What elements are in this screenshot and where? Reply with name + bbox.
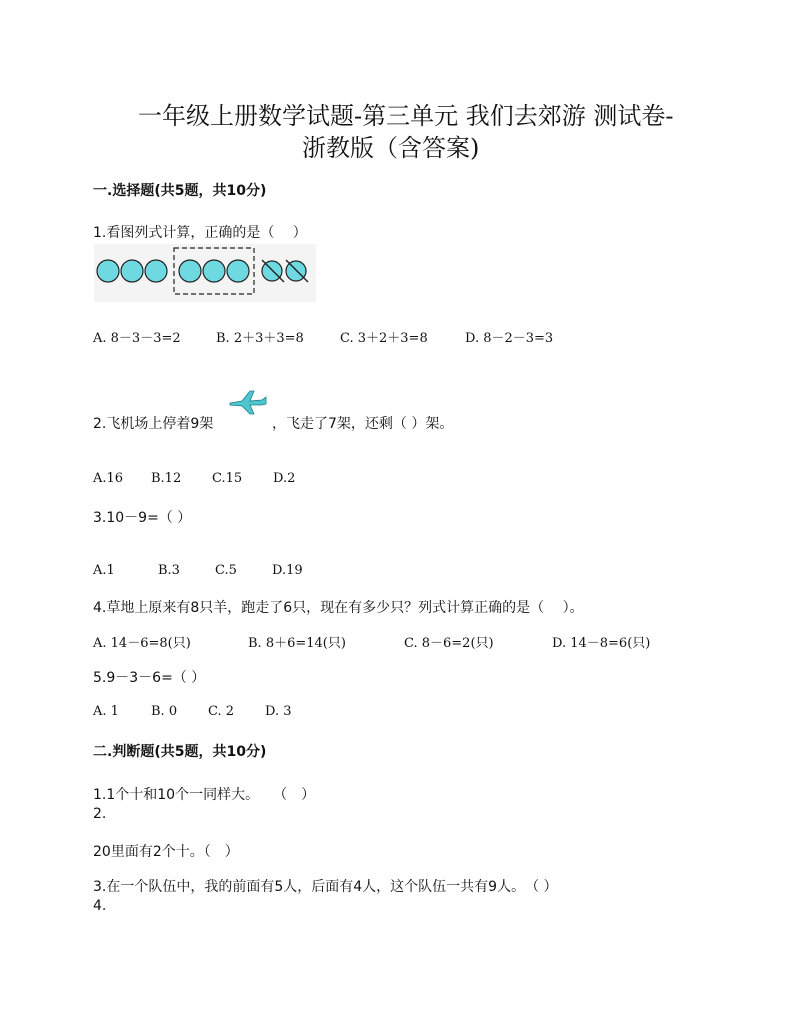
circle-1 bbox=[97, 260, 119, 282]
q2-option-d[interactable]: D.2 bbox=[273, 471, 296, 486]
judgment-item-3: 3.在一个队伍中，我的前面有5人，后面有4人，这个队伍一共有9人。 （ ） bbox=[93, 879, 558, 895]
circle-7-crossed bbox=[262, 261, 282, 281]
judgment-item-2: 20里面有2个十。（ ） bbox=[93, 844, 239, 860]
judgment-item-1: 1.1个十和10个一同样大。 （ ） bbox=[93, 787, 316, 803]
q1-option-b[interactable]: B. 2＋3＋3=8 bbox=[216, 331, 304, 346]
page-title-line1: 一年级上册数学试题-第三单元 我们去郊游 测试卷- bbox=[138, 102, 674, 130]
question-2-text-before: 2.飞机场上停着9架 bbox=[93, 416, 214, 432]
q4-option-b[interactable]: B. 8＋6=14(只) bbox=[248, 636, 346, 651]
circles-figure bbox=[94, 244, 316, 302]
airplane-icon bbox=[228, 388, 268, 416]
q1-option-a[interactable]: A. 8－3－3=2 bbox=[93, 331, 181, 346]
circle-6 bbox=[227, 260, 249, 282]
circle-8-crossed bbox=[286, 261, 306, 281]
page-title-line2: 浙教版（含答案) bbox=[302, 134, 480, 162]
question-3-text: 3.10－9=（ ） bbox=[93, 510, 192, 526]
q1-option-c[interactable]: C. 3＋2＋3=8 bbox=[340, 331, 428, 346]
q3-option-c[interactable]: C.5 bbox=[215, 563, 237, 578]
question-1-text: 1.看图列式计算，正确的是（ ） bbox=[93, 225, 307, 241]
judgment-item-2-number: 2. bbox=[93, 806, 107, 822]
q5-option-c[interactable]: C. 2 bbox=[208, 704, 235, 719]
q2-option-b[interactable]: B.12 bbox=[151, 471, 182, 486]
circle-5 bbox=[203, 260, 225, 282]
q3-option-a[interactable]: A.1 bbox=[93, 563, 115, 578]
circle-4 bbox=[179, 260, 201, 282]
question-4-text: 4.草地上原来有8只羊，跑走了6只，现在有多少只？列式计算正确的是（ ）。 bbox=[93, 600, 584, 616]
question-2-text-after: ，飞走了7架，还剩（ ）架。 bbox=[272, 416, 454, 432]
q3-option-d[interactable]: D.19 bbox=[272, 563, 303, 578]
q4-option-d[interactable]: D. 14－8=6(只) bbox=[552, 636, 651, 651]
q5-option-d[interactable]: D. 3 bbox=[265, 704, 292, 719]
q1-option-d[interactable]: D. 8－2－3=3 bbox=[465, 331, 554, 346]
q2-option-c[interactable]: C.15 bbox=[212, 471, 243, 486]
q5-option-a[interactable]: A. 1 bbox=[93, 704, 119, 719]
circle-3 bbox=[145, 260, 167, 282]
judgment-item-4-number: 4. bbox=[93, 898, 107, 914]
section-heading-choice: 一.选择题(共5题，共10分) bbox=[93, 183, 267, 199]
q4-option-a[interactable]: A. 14－6=8(只) bbox=[93, 636, 191, 651]
section-heading-judgment: 二.判断题(共5题，共10分) bbox=[93, 744, 267, 760]
q3-option-b[interactable]: B.3 bbox=[158, 563, 180, 578]
q4-option-c[interactable]: C. 8－6=2(只) bbox=[404, 636, 494, 651]
circle-2 bbox=[121, 260, 143, 282]
question-5-text: 5.9－3－6=（ ） bbox=[93, 670, 206, 686]
q5-option-b[interactable]: B. 0 bbox=[151, 704, 178, 719]
q2-option-a[interactable]: A.16 bbox=[93, 471, 124, 486]
